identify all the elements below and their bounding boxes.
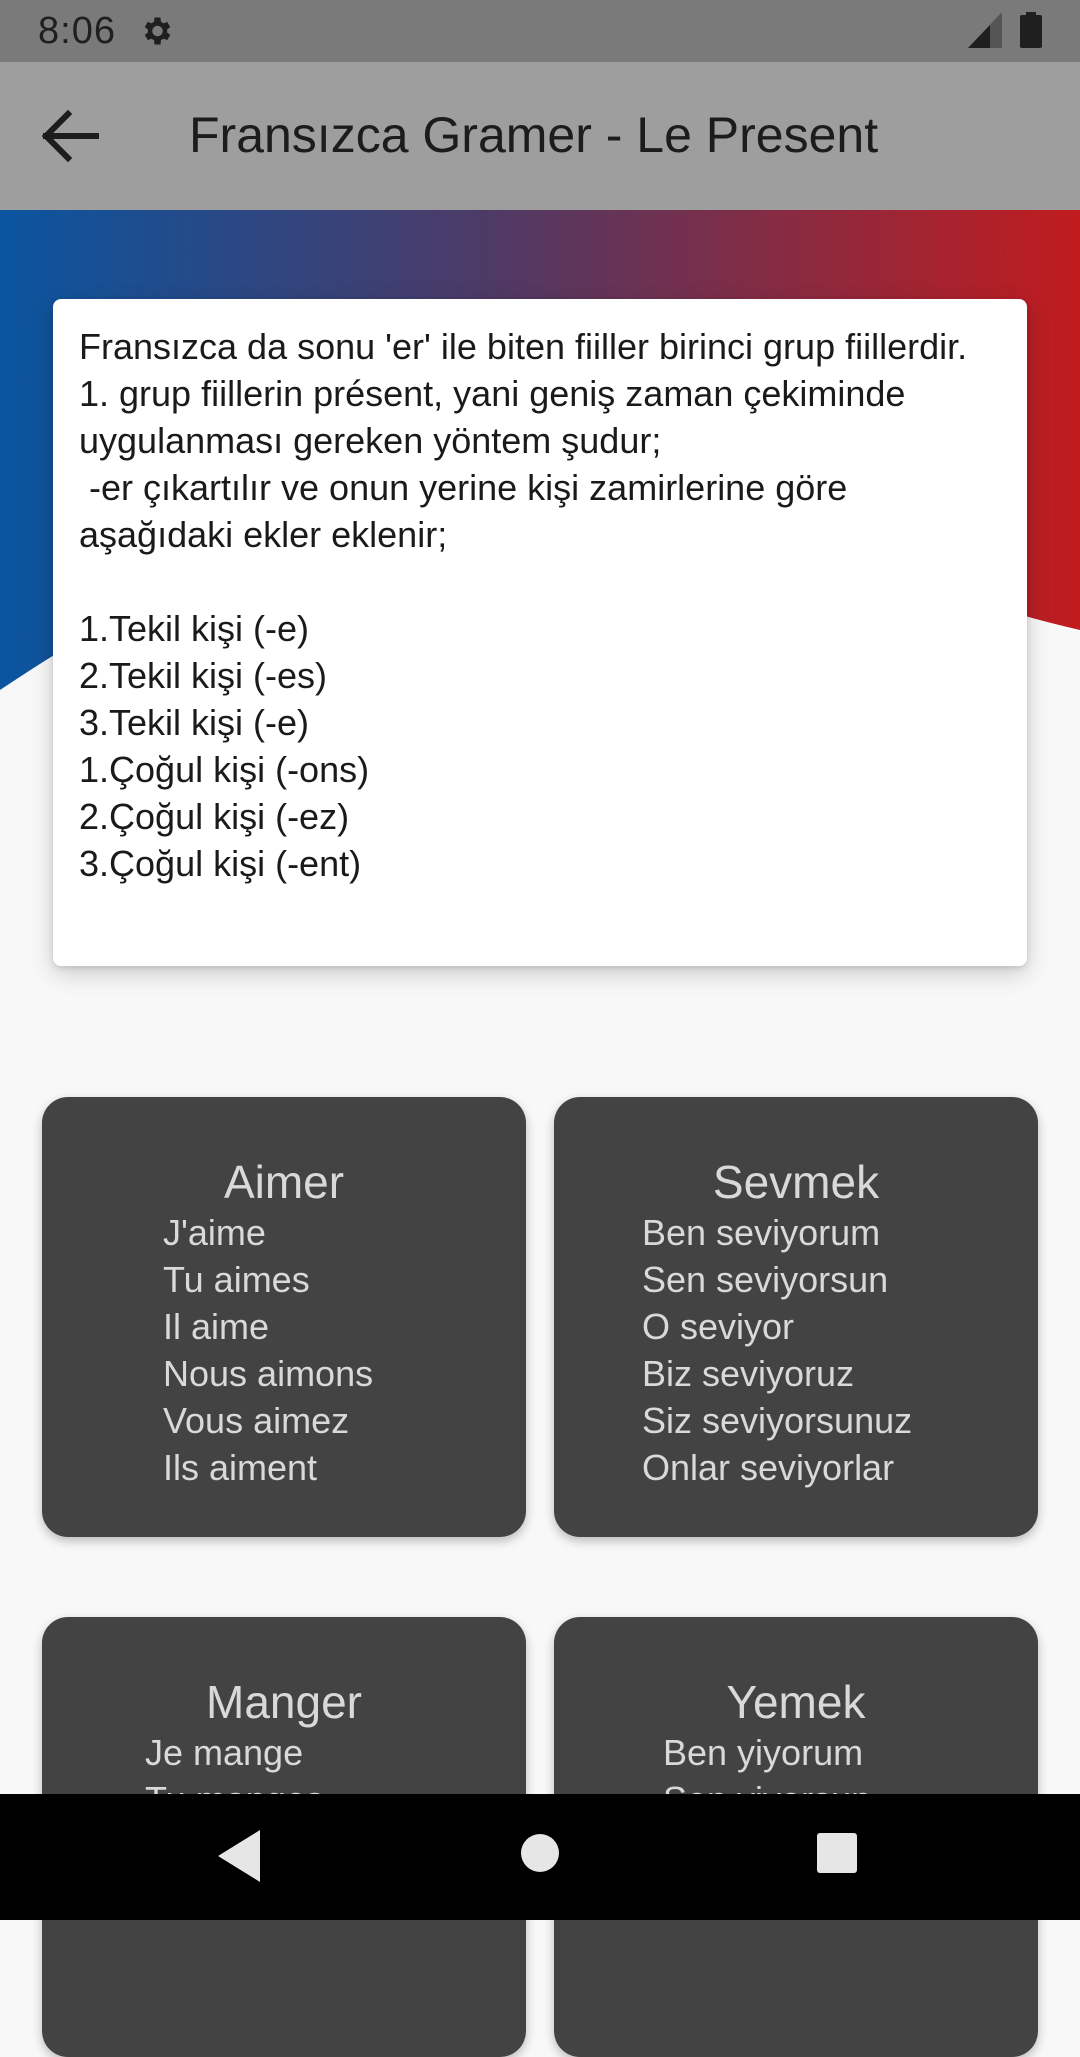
conjugation-line: J'aime <box>163 1212 266 1253</box>
verb-title: Sevmek <box>712 1156 880 1208</box>
settings-icon <box>138 13 174 49</box>
navigation-bar <box>0 1794 1080 1920</box>
verb-title: Manger <box>206 1676 362 1728</box>
conjugation-line: Biz seviyoruz <box>642 1353 855 1394</box>
conjugation-list <box>642 1209 1038 1491</box>
arrow-back-icon <box>34 102 110 170</box>
grammar-info-card <box>53 299 1027 966</box>
conjugation-line: Je mange <box>145 1732 304 1773</box>
conjugation-line: Ils aiment <box>163 1447 318 1488</box>
page-title: Fransızca Gramer - Le Present <box>189 107 879 163</box>
conjugation-line: Siz seviyorsunuz <box>642 1400 913 1441</box>
conjugation-line: Tu aimes <box>163 1259 310 1300</box>
conjugation-line: Ben yiyorum <box>663 1732 864 1773</box>
conjugation-line: Onlar seviyorlar <box>642 1447 895 1488</box>
conjugation-line: O seviyor <box>642 1306 795 1347</box>
conjugation-line: Sen seviyorsun <box>642 1259 889 1300</box>
conjugation-line: Il aime <box>163 1306 270 1347</box>
grammar-info-text: Fransızca da sonu 'er' ile biten fiiller birinci grup fiillerdir. 1. grup fiillerin présent, yani geniş zaman çekiminde uygulanması gereken yöntem şudur; -er çıkartılır ve onun yerine kişi zamirlerine göre aşağıdaki ekler eklenir; 1.Tekil kişi (-e) 2.Tekil kişi (-es) 3.Tekil kişi (-e) 1.Çoğul kişi (-ons) 2.Çoğul kişi (-ez) 3.Çoğul kişi (-ent) <box>79 326 968 884</box>
conjugation-line: Vous aimez <box>163 1400 350 1441</box>
nav-home-icon[interactable] <box>519 1832 561 1874</box>
verb-title: Yemek <box>726 1676 866 1728</box>
verb-card-sevmek[interactable] <box>554 1097 1038 1537</box>
status-bar <box>0 0 1080 62</box>
back-button[interactable] <box>34 102 110 170</box>
verb-title: Aimer <box>223 1156 345 1208</box>
nav-recents-icon[interactable] <box>816 1832 858 1874</box>
nav-back-icon[interactable] <box>214 1828 262 1884</box>
app-bar <box>0 62 1080 210</box>
conjugation-list <box>163 1209 526 1491</box>
signal-icon <box>968 12 1002 48</box>
verb-card-aimer[interactable] <box>42 1097 526 1537</box>
conjugation-line: Nous aimons <box>163 1353 374 1394</box>
battery-icon <box>1020 12 1042 48</box>
status-time: 8:06 <box>38 10 116 52</box>
conjugation-line: Ben seviyorum <box>642 1212 881 1253</box>
